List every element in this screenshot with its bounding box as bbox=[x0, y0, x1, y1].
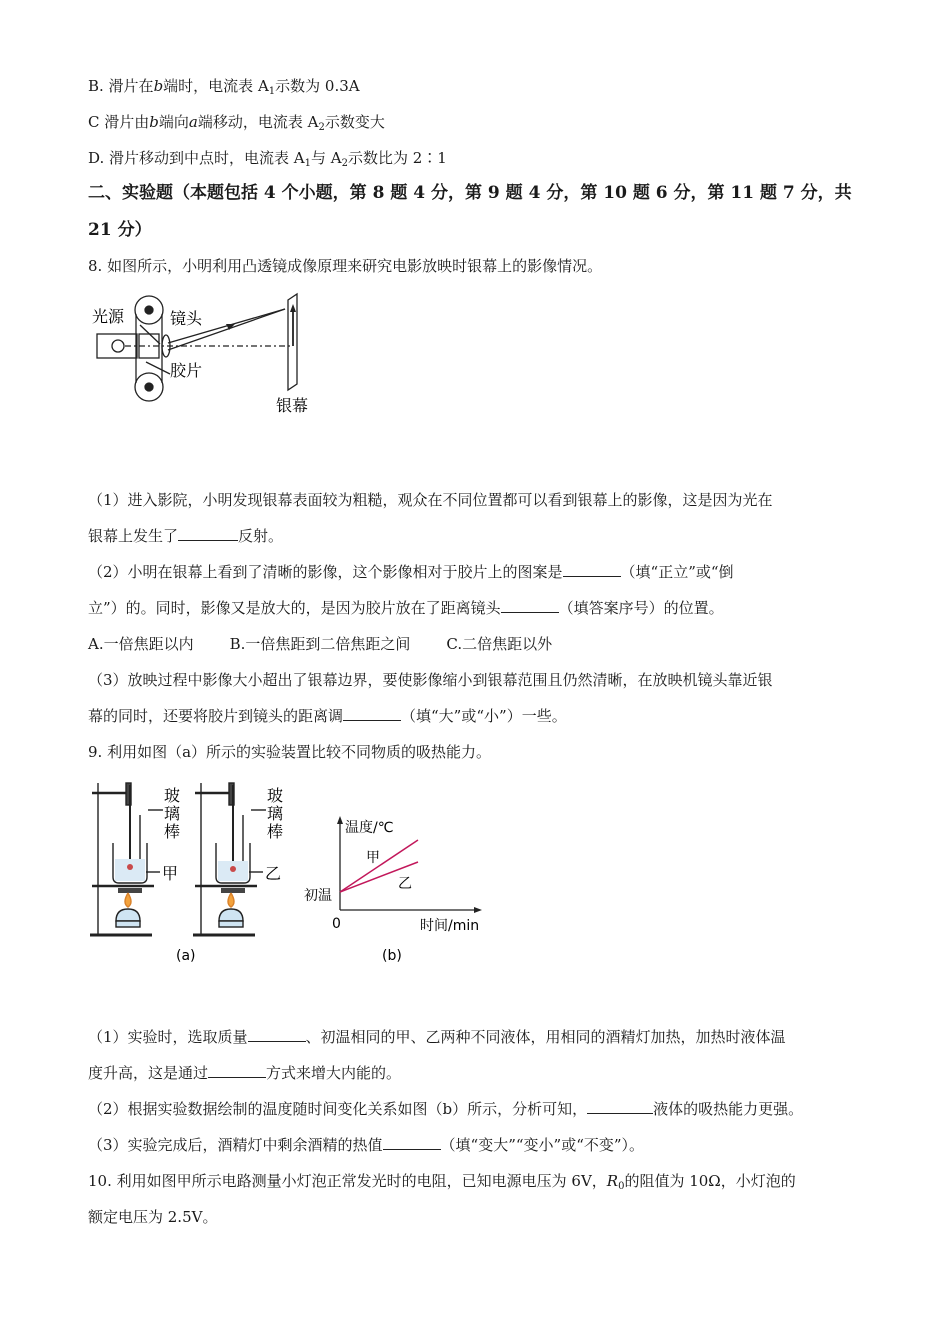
option-c-mid1: 端向 bbox=[158, 113, 189, 131]
section-heading-line2: 21 分） bbox=[88, 220, 152, 240]
origin-label: 0 bbox=[332, 916, 341, 932]
q8-p2-pre: （2）小明在银幕上看到了清晰的影像，这个影像相对于胶片上的图案是 bbox=[88, 563, 563, 581]
section-heading-line1: 二、实验题（本题包括 4 个小题，第 8 题 4 分，第 9 题 4 分，第 10 题 6 分，第 11 题 7 分，共 bbox=[88, 183, 852, 203]
option-d-prefix: D. 滑片移动到中点时，电流表 A bbox=[88, 149, 305, 167]
answer-blank[interactable] bbox=[343, 706, 401, 721]
flame-b bbox=[228, 893, 234, 907]
q8-p3-line1: （3）放映过程中影像大小超出了银幕边界，要使影像缩小到银幕范围且仍然清晰，在放映机镜头靠近银 bbox=[88, 671, 773, 689]
option-b-mid: 端时，电流表 A bbox=[163, 77, 269, 95]
x-axis-label: 时间/min bbox=[420, 918, 480, 934]
q8-p2-line2-pre: 立”）的。同时，影像又是放大的，是因为胶片放在了距离镜头 bbox=[88, 599, 501, 617]
q8-p3-post: （填“大”或“小”）一些。 bbox=[401, 707, 567, 725]
var-b: b bbox=[153, 77, 164, 95]
rod-char-1b: 玻 bbox=[267, 786, 284, 805]
y-axis-label: 温度/℃ bbox=[345, 820, 394, 836]
q8-p2-line2 bbox=[88, 598, 724, 618]
q8-p1-line2 bbox=[88, 526, 283, 546]
answer-blank[interactable] bbox=[178, 526, 238, 541]
q8-p2-post: （填“正立”或“倒 bbox=[620, 563, 734, 581]
initial-temp-label: 初温 bbox=[304, 888, 332, 904]
answer-blank[interactable] bbox=[501, 598, 559, 613]
q8-p3-line2 bbox=[88, 706, 567, 726]
label-light-source: 光源 bbox=[92, 307, 125, 326]
q9-p1-post: 、初温相同的甲、乙两种不同液体，用相同的酒精灯加热，加热时液体温 bbox=[305, 1028, 786, 1046]
q9-p2 bbox=[88, 1099, 803, 1119]
q8-p3-pre: 幕的同时，还要将胶片到镜头的距离调 bbox=[88, 707, 344, 725]
q8-p2-line1 bbox=[88, 562, 734, 582]
var-a: a bbox=[188, 113, 198, 131]
temperature-graph bbox=[300, 810, 490, 970]
series-a-label: 甲 bbox=[366, 850, 380, 866]
q9-p3 bbox=[88, 1135, 644, 1155]
label-lens: 镜头 bbox=[170, 309, 203, 328]
subscript: 1 bbox=[304, 158, 312, 169]
var-r: R bbox=[606, 1172, 619, 1190]
q9-stem: 9. 利用如图（a）所示的实验装置比较不同物质的吸热能力。 bbox=[88, 743, 492, 761]
q9-p2-pre: （2）根据实验数据绘制的温度随时间变化关系如图（b）所示，分析可知， bbox=[88, 1100, 588, 1118]
q9-p3-pre: （3）实验完成后，酒精灯中剩余酒精的热值 bbox=[88, 1136, 383, 1154]
q9-p2-post: 液体的吸热能力更强。 bbox=[653, 1100, 804, 1118]
projector-figure bbox=[90, 290, 330, 420]
subscript: 2 bbox=[341, 158, 348, 169]
q9-p1-line2-post: 方式来增大内能的。 bbox=[266, 1064, 402, 1082]
option-c-prefix: C 滑片由 bbox=[88, 113, 150, 131]
q10-line2: 额定电压为 2.5V。 bbox=[88, 1208, 218, 1226]
option-d-end: 示数比为 2∶1 bbox=[348, 149, 447, 167]
q9-p1-pre: （1）实验时，选取质量 bbox=[88, 1028, 248, 1046]
rod-char-3: 棒 bbox=[164, 822, 181, 841]
q9-p1-line1 bbox=[88, 1027, 786, 1047]
option-b-choice: B.一倍焦距到二倍焦距之间 bbox=[229, 635, 411, 653]
rod-char-2: 璃 bbox=[164, 804, 181, 823]
rod-char-2b: 璃 bbox=[267, 804, 284, 823]
answer-blank[interactable] bbox=[563, 562, 621, 577]
answer-blank[interactable] bbox=[383, 1135, 441, 1150]
option-c-end: 示数变大 bbox=[324, 113, 385, 131]
q8-p1-line1: （1）进入影院，小明发现银幕表面较为粗糙，观众在不同位置都可以看到银幕上的影像，这是因为光在 bbox=[88, 491, 773, 509]
q10-line1-post: 的阻值为 10Ω，小灯泡的 bbox=[624, 1172, 796, 1190]
rod-char-1: 玻 bbox=[164, 786, 181, 805]
option-b-prefix: B. 滑片在 bbox=[88, 77, 154, 95]
option-c-mid2: 端移动，电流表 A bbox=[197, 113, 319, 131]
q9-p1-line2-pre: 度升高，这是通过 bbox=[88, 1064, 209, 1082]
heating-apparatus-figure bbox=[88, 775, 308, 970]
q9-p3-post: （填“变大”“变小”或“不变”）。 bbox=[440, 1136, 645, 1154]
answer-blank[interactable] bbox=[248, 1027, 306, 1042]
label-liquid-b: 乙 bbox=[265, 864, 282, 883]
q8-p1-post: 反射。 bbox=[238, 527, 284, 545]
caption-a: (a) bbox=[176, 948, 196, 964]
q8-p2-line2-post: （填答案序号）的位置。 bbox=[558, 599, 724, 617]
label-film: 胶片 bbox=[170, 361, 203, 380]
subscript: 2 bbox=[318, 122, 325, 133]
q9-p1-line2 bbox=[88, 1063, 401, 1083]
label-liquid-a: 甲 bbox=[162, 864, 179, 883]
var-b: b bbox=[149, 113, 159, 131]
option-a: A.一倍焦距以内 bbox=[88, 635, 194, 653]
q10-line1-pre: 10. 利用如图甲所示电路测量小灯泡正常发光时的电阻，已知电源电压为 6V， bbox=[88, 1172, 607, 1190]
flame-a bbox=[125, 893, 131, 907]
rod-char-3b: 棒 bbox=[267, 822, 284, 841]
option-c bbox=[88, 112, 385, 138]
series-b-label: 乙 bbox=[398, 876, 412, 892]
q8-p1-pre: 银幕上发生了 bbox=[88, 527, 179, 545]
answer-blank[interactable] bbox=[587, 1099, 653, 1114]
subscript: 1 bbox=[268, 86, 276, 97]
answer-blank[interactable] bbox=[208, 1063, 266, 1078]
subscript: 0 bbox=[618, 1181, 625, 1192]
caption-b: (b) bbox=[382, 948, 402, 964]
option-b bbox=[88, 76, 360, 102]
bulb-icon bbox=[112, 340, 124, 352]
q8-options bbox=[88, 634, 552, 654]
q10-line1 bbox=[88, 1171, 796, 1197]
label-screen: 银幕 bbox=[276, 396, 309, 415]
option-d bbox=[88, 148, 447, 174]
option-c-choice: C.二倍焦距以外 bbox=[446, 635, 553, 653]
q8-stem: 8. 如图所示，小明利用凸透镜成像原理来研究电影放映时银幕上的影像情况。 bbox=[88, 257, 603, 275]
option-b-end: 示数为 0.3A bbox=[275, 77, 360, 95]
option-d-mid: 与 A bbox=[311, 149, 342, 167]
